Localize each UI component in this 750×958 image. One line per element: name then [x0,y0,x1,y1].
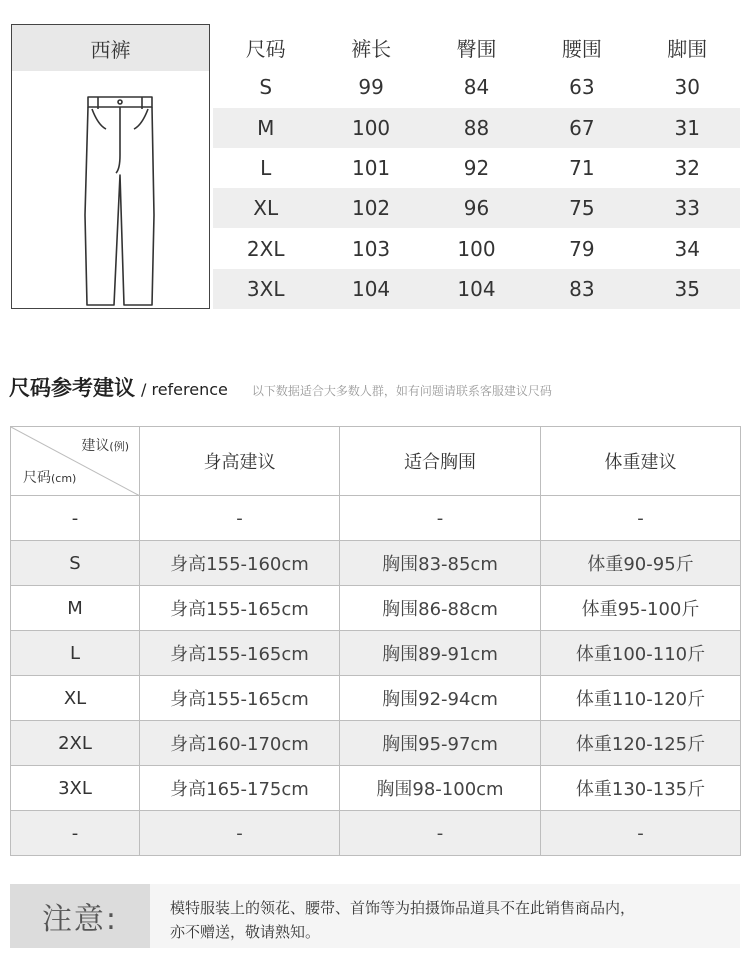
cell: 104 [351,276,391,301]
table-row [11,721,741,766]
cell: L [260,156,272,181]
cell: 31 [674,115,700,140]
cell: - [11,496,140,541]
cell: 体重130-135斤 [541,766,741,811]
header-length: 裤长 [351,36,392,61]
cell: 32 [674,156,700,181]
table-row [213,188,740,228]
cell: M [257,115,275,140]
cell: 体重120-125斤 [541,721,741,766]
cell: 92 [463,156,490,181]
cell: 身高155-160cm [140,541,340,586]
pants-panel [11,24,210,309]
cell: 75 [569,196,595,221]
cell: - [340,496,541,541]
table-row [213,108,740,148]
cell: 身高155-165cm [140,631,340,676]
cell: 3XL [246,276,285,301]
cell: - [340,811,541,856]
cell: 88 [463,115,490,140]
size-table [213,27,740,309]
cell: L [11,631,140,676]
table-row [11,676,741,721]
cell: 84 [463,75,490,100]
cell: 101 [351,156,391,181]
table-row [11,811,741,856]
reference-table [10,426,741,856]
header-height: 身高建议 [140,427,340,496]
cell: 身高155-165cm [140,586,340,631]
cell: 100 [457,236,496,261]
cell: 83 [569,276,595,301]
cell: 100 [351,115,391,140]
cell: 体重90-95斤 [541,541,741,586]
header-waist: 腰围 [561,36,602,61]
cell: XL [11,676,140,721]
corner-header [11,427,140,496]
reference-title: 尺码参考建议 [9,376,135,400]
pants-illustration-icon [84,95,160,311]
cell: 体重100-110斤 [541,631,741,676]
cell: 胸围86-88cm [340,586,541,631]
cell: 胸围95-97cm [340,721,541,766]
header-weight: 体重建议 [541,427,741,496]
pants-title: 西裤 [12,25,209,71]
cell: 35 [674,276,700,301]
cell: - [140,811,340,856]
cell: - [11,811,140,856]
header-hem: 脚围 [667,36,708,61]
cell: M [11,586,140,631]
cell: 104 [457,276,496,301]
cell: 96 [463,196,490,221]
notice-line-1: 模特服装上的领花、腰带、首饰等为拍摄饰品道具不在此销售商品内， [170,899,636,917]
table-row [11,766,741,811]
cell: 67 [569,115,595,140]
cell: 胸围83-85cm [340,541,541,586]
cell: 34 [674,236,700,261]
cell: 63 [569,75,595,100]
cell: - [541,811,741,856]
size-table-header [213,27,740,67]
cell: S [11,541,140,586]
reference-table-header [11,427,741,496]
corner-top-label [81,435,129,455]
cell: S [259,75,273,100]
cell: 102 [351,196,391,221]
table-row [213,148,740,188]
notice-label: 注意: [10,884,150,948]
cell: 身高165-175cm [140,766,340,811]
cell: 胸围92-94cm [340,676,541,721]
table-row [11,541,741,586]
cell: 71 [569,156,595,181]
header-hip: 臀围 [456,36,497,61]
table-row [213,228,740,268]
corner-bottom-label [23,467,76,487]
reference-heading [9,372,552,402]
table-row [11,496,741,541]
cell: 79 [569,236,595,261]
reference-note: 以下数据适合大多数人群，如有问题请联系客服建议尺码 [251,384,552,398]
cell: 胸围89-91cm [340,631,541,676]
cell: XL [253,196,279,221]
cell: 99 [358,75,384,100]
cell: 30 [674,75,700,100]
corner-bottom-unit: (cm) [51,472,77,485]
header-chest: 适合胸围 [340,427,541,496]
table-row [213,269,740,309]
cell: - [541,496,741,541]
corner-bottom-text: 尺码 [23,470,51,486]
header-size: 尺码 [245,36,286,61]
reference-subtitle: / reference [141,380,228,399]
corner-top-unit: (例) [109,440,129,453]
cell: 2XL [246,236,285,261]
cell: 33 [674,196,700,221]
cell: 103 [351,236,391,261]
cell: 体重110-120斤 [541,676,741,721]
cell: 胸围98-100cm [340,766,541,811]
cell: - [140,496,340,541]
table-row [11,586,741,631]
table-row [11,631,741,676]
cell: 2XL [11,721,140,766]
notice-box [10,884,740,948]
notice-text [150,884,635,948]
cell: 身高155-165cm [140,676,340,721]
notice-line-2: 亦不赠送，敬请熟知。 [170,923,321,941]
cell: 体重95-100斤 [541,586,741,631]
table-row [213,67,740,107]
corner-top-text: 建议 [81,438,110,454]
cell: 身高160-170cm [140,721,340,766]
cell: 3XL [11,766,140,811]
